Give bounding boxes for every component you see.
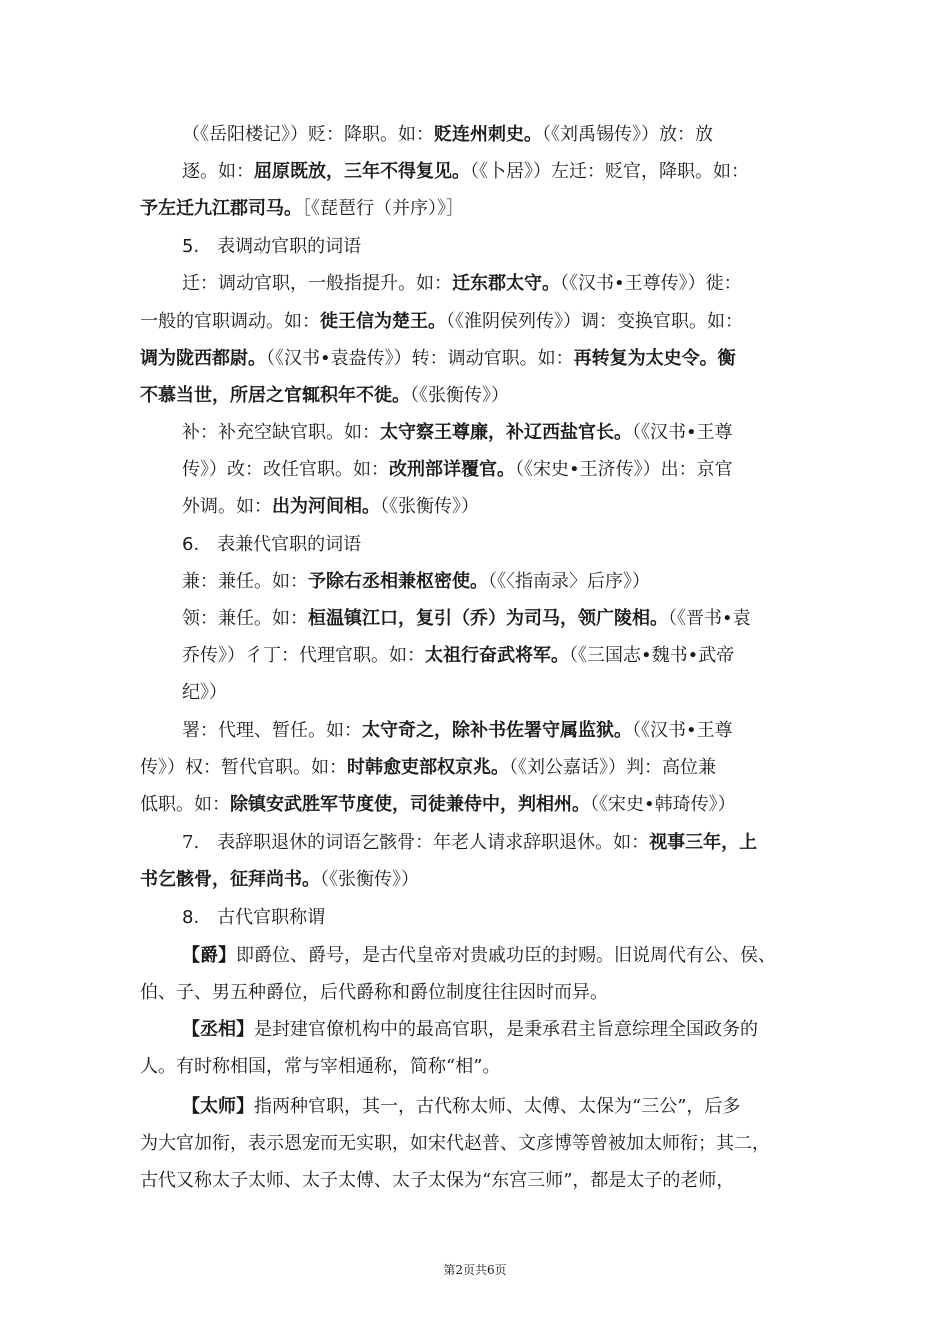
text-line [182,943,776,969]
text-segment: 一般的官职调动。如： [140,311,320,332]
text-segment: 迁：调动官职，一般指提升。如： [182,273,452,294]
text-segment: 兼：兼任。如： [182,571,308,592]
page-footer: 第2页共6页 [443,1263,507,1277]
example-quote: 屈原既放，三年不得复见。 [254,161,470,182]
text-segment: 补：补充空缺官职。如： [182,422,380,443]
text-segment: 指两种官职，其一，古代称太师、太傅、太保为“三公”，后多 [254,1096,741,1117]
example-quote: 【太师】 [182,1096,254,1117]
text-segment: 低职。如： [140,794,230,815]
example-quote: 再转复为太史令。衡 [573,348,736,369]
text-line [182,680,227,706]
text-segment: （《三国志•魏书•武帝 [569,645,735,666]
text-segment: （《汉书•王尊 [632,422,733,443]
text-line [140,346,736,372]
text-segment: （《岳阳楼记》）贬：降职。如： [182,124,434,145]
example-quote: 太祖行奋武将军。 [425,645,569,666]
text-segment: （《刘公嘉话》）判：高位兼 [509,757,716,778]
text-line [140,1131,770,1157]
text-segment: 古代又称太子太师、太子太傅、太子太保为“东宫三师”，都是太子的老师， [140,1170,735,1191]
example-quote: 【爵】 [182,945,236,966]
text-segment: （《淮阴侯列传》）调：变换官职。如： [446,311,743,332]
text-segment: 领：兼任。如： [182,608,308,629]
text-segment: （《宋史•韩琦传》） [590,794,736,815]
text-line [182,494,479,520]
text-line [182,718,733,744]
text-line [182,1094,740,1120]
text-segment: 纪》） [182,682,227,703]
example-quote: 除镇安武胜军节度使，司徒兼侍中，判相州。 [230,794,590,815]
text-segment: 6. 表兼代官职的词语 [182,534,362,555]
example-quote: 太守奇之，除补书佐署守属监狱。 [362,720,632,741]
text-line [182,830,757,856]
text-line [182,122,713,148]
text-line [182,420,733,446]
section-heading-line [182,905,325,931]
example-quote: 出为河间相。 [272,496,380,517]
text-line [140,755,716,781]
text-segment: 逐。如： [182,161,254,182]
example-quote: 桓温镇江口，复引（乔）为司马，领广陵相。 [308,608,668,629]
text-line [182,643,734,669]
text-segment: （《汉书•王尊传》）徙： [560,273,742,294]
text-segment: 为大官加衔，表示恩宠而无实职，如宋代赵普、文彦博等曾被加太师衔；其二， [140,1133,770,1154]
text-segment: （《张衡传》） [380,496,479,517]
text-line [182,1017,758,1043]
text-segment: （《〈指南录〉后序》） [488,571,650,592]
example-quote: 徙王信为楚王。 [320,311,446,332]
text-line [182,271,742,297]
text-line [182,606,751,632]
text-segment: （《晋书•袁 [668,608,751,629]
text-segment: 人。有时称相国，常与宰相通称，简称“相”。 [140,1056,501,1077]
text-segment: 即爵位、爵号，是古代皇帝对贵戚功臣的封赐。旧说周代有公、侯、 [236,945,776,966]
example-quote: 太守察王尊廉，补辽西盐官长。 [380,422,632,443]
text-segment: 传》）改：改任官职。如： [182,459,389,480]
example-quote: 书乞骸骨，征拜尚书。 [140,869,320,890]
text-segment: 5. 表调动官职的词语 [182,236,362,257]
text-segment: （《张衡传》） [410,385,509,406]
text-line [140,196,464,222]
text-line [140,383,509,409]
example-quote: 贬连州刺史。 [434,124,542,145]
text-segment: 8. 古代官职称谓 [182,907,326,928]
example-quote: 【丞相】 [182,1019,254,1040]
text-segment: 外调。如： [182,496,272,517]
text-segment: 是封建官僚机构中的最高官职，是秉承君主旨意综理全国政务的 [254,1019,758,1040]
text-segment: （《张衡传》） [320,869,419,890]
text-segment: （《汉书•袁盎传》）转：调动官职。如： [266,348,574,369]
section-heading-line [182,234,361,260]
example-quote: 调为陇西都尉。 [140,348,266,369]
text-segment: （《宋史•王济传》）出：京官 [515,459,733,480]
text-segment: 乔传》）彳丁：代理官职。如： [182,645,425,666]
text-line [182,457,733,483]
text-line [140,792,736,818]
text-line [140,980,608,1006]
text-segment: 乞骸骨：年老人请求辞职退休。如： [361,832,650,853]
text-segment: ［《琵琶行（并序）》］ [302,198,464,219]
text-segment: （《汉书•王尊 [632,720,733,741]
text-segment: （《卜居》）左迁：贬官，降职。如： [470,161,749,182]
text-line [140,1054,500,1080]
example-quote: 改刑部详覆官。 [389,459,515,480]
text-line [140,1168,734,1194]
example-quote: 视事三年，上 [649,832,758,853]
text-line [182,159,749,185]
section-heading-line [182,532,361,558]
text-line [140,867,419,893]
text-segment: （《刘禹锡传》）放：放 [542,124,713,145]
text-segment: 伯、子、男五种爵位，后代爵称和爵位制度往往因时而异。 [140,982,608,1003]
text-segment: 7. 表辞职退休的词语 [182,832,362,853]
text-segment: 署：代理、暂任。如： [182,720,362,741]
example-quote: 予除右丞相兼枢密使。 [308,571,488,592]
example-quote: 迁东郡太守。 [452,273,560,294]
text-line [140,309,743,335]
text-line [182,569,650,595]
example-quote: 时韩愈吏部权京兆。 [347,757,509,778]
example-quote: 予左迁九江郡司马。 [140,198,302,219]
example-quote: 不慕当世，所居之官辄积年不徙。 [140,385,410,406]
text-segment: 传》）权：暂代官职。如： [140,757,347,778]
